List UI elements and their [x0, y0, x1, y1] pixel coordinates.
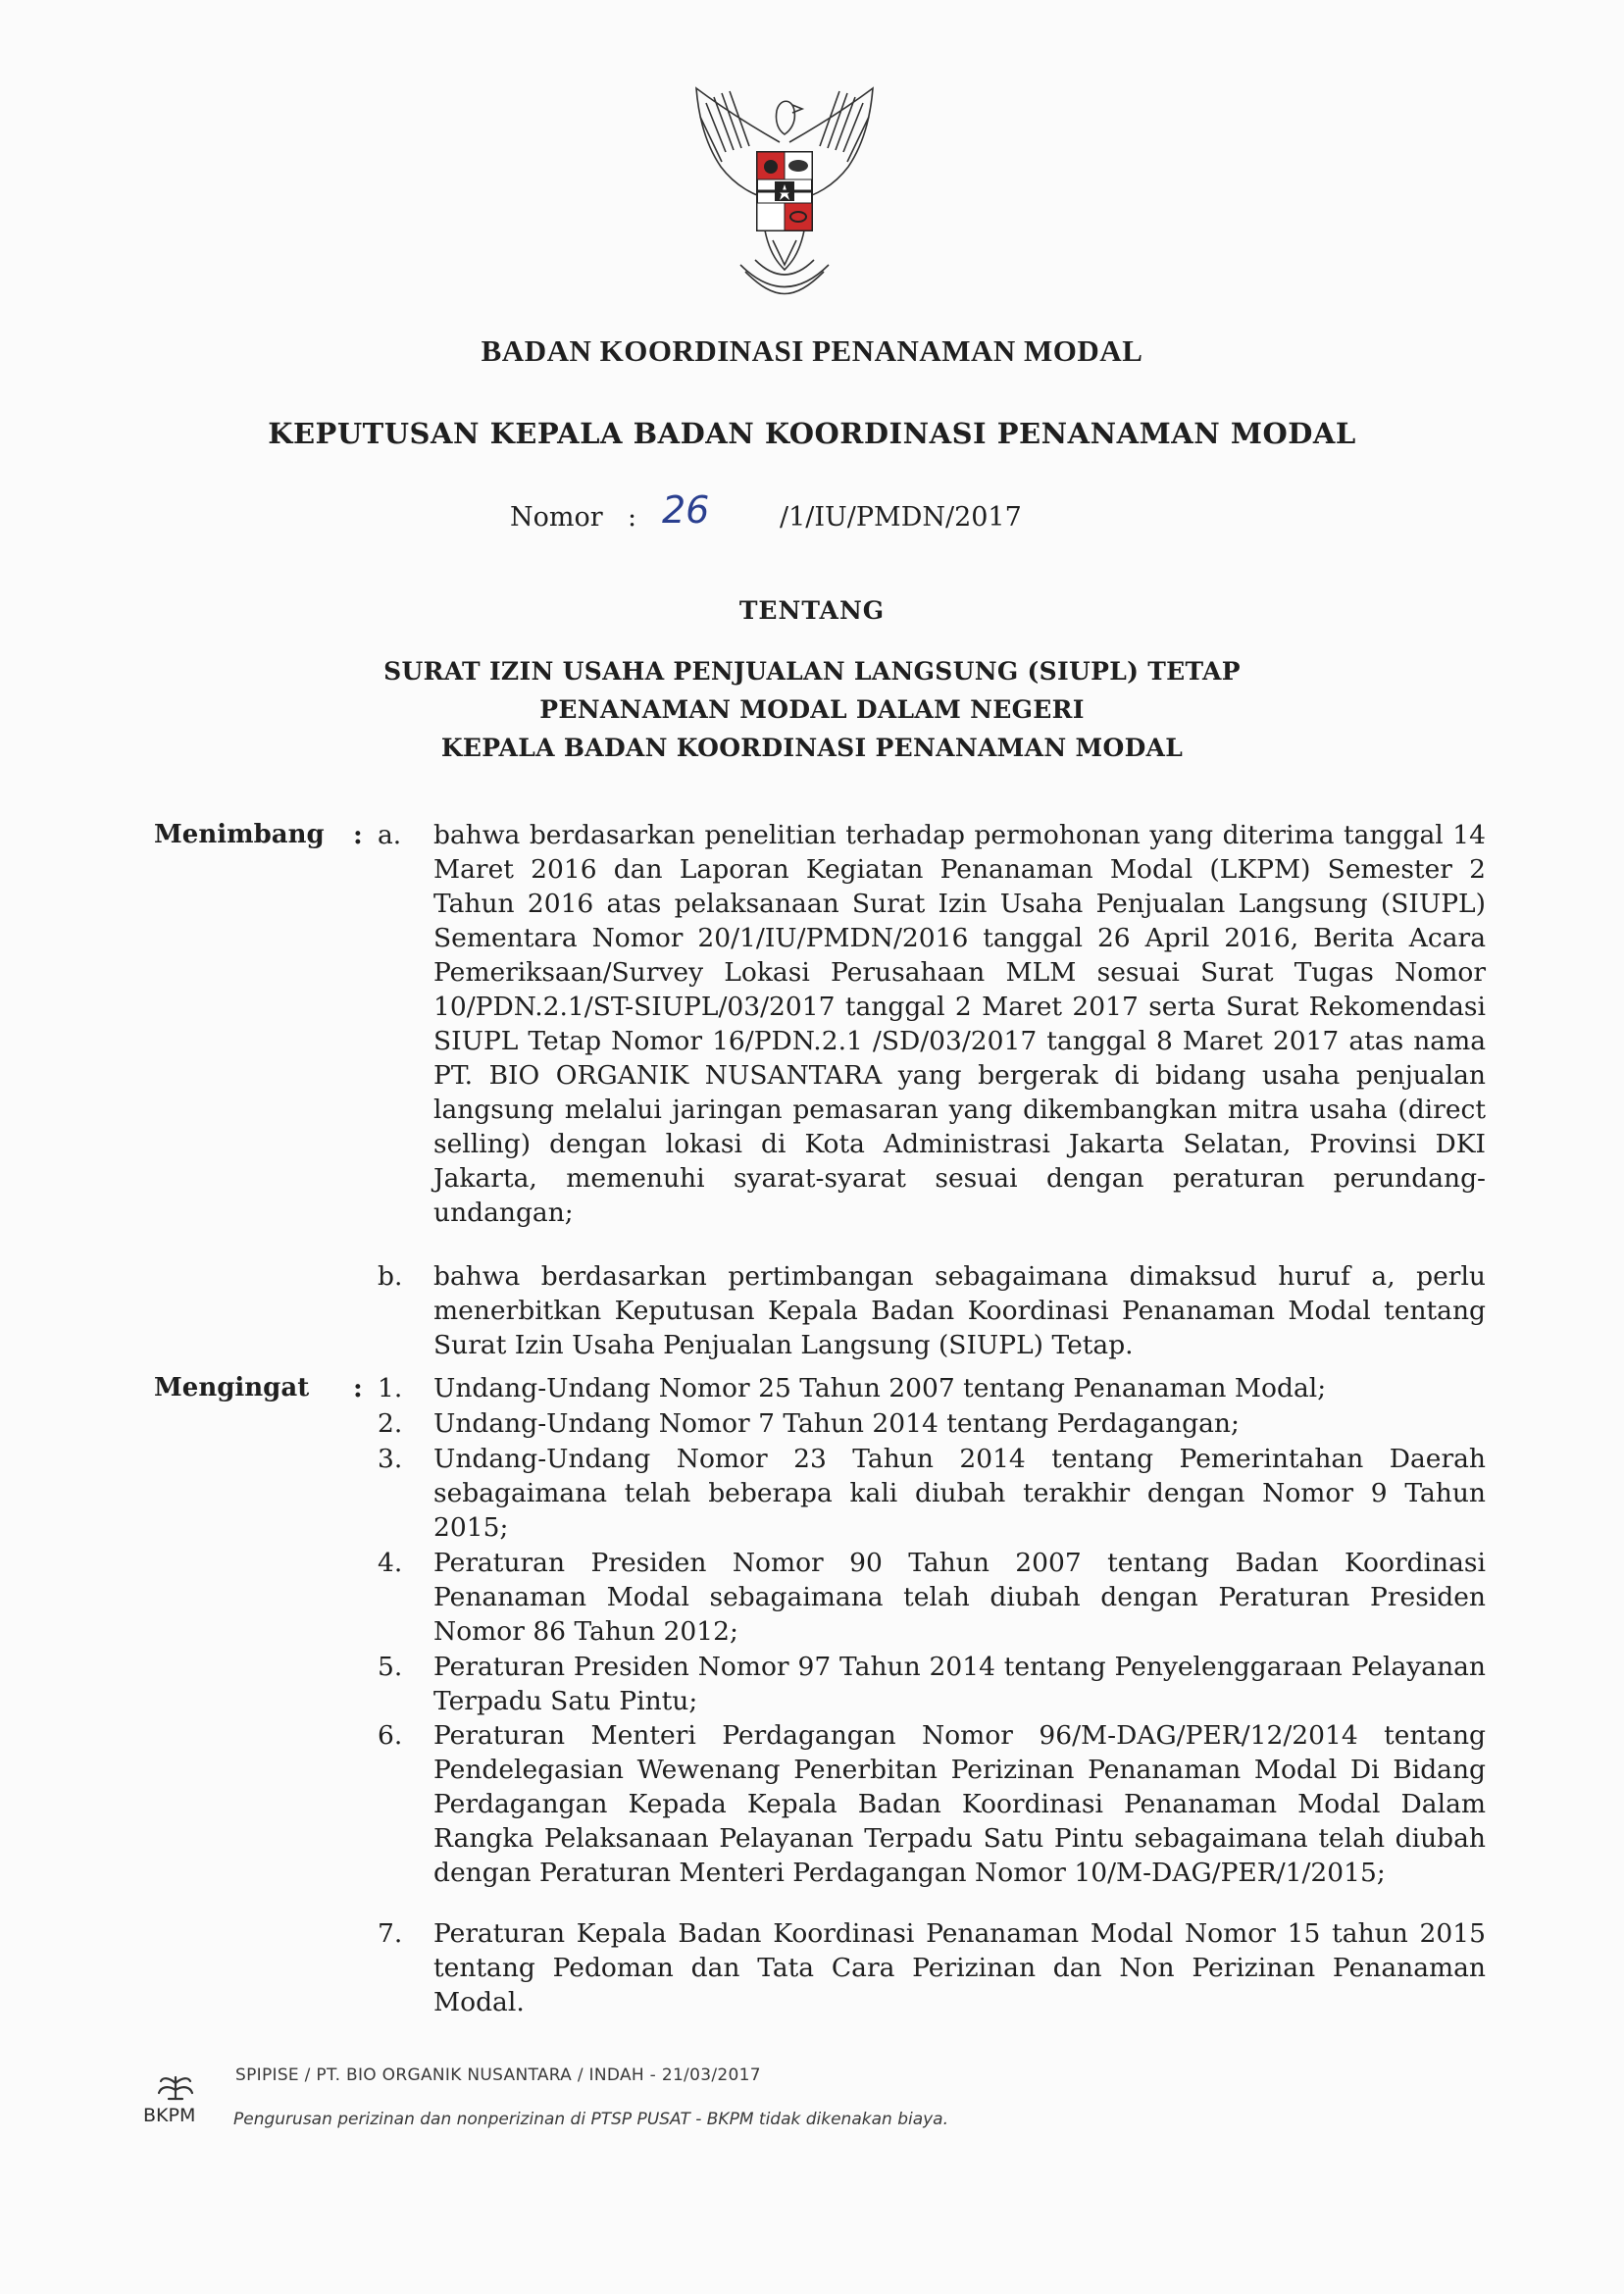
bkpm-logo-icon	[139, 2064, 228, 2142]
menimbang-colon: :	[353, 820, 363, 850]
nomor-suffix: /1/IU/PMDN/2017	[780, 502, 1022, 533]
item-marker: 3.	[378, 1444, 403, 1474]
item-marker: b.	[378, 1261, 403, 1292]
item-marker: 7.	[378, 1918, 403, 1949]
menimbang-label: Menimbang	[154, 820, 325, 849]
garuda-emblem	[686, 83, 883, 314]
agency-name: BADAN KOORDINASI PENANAMAN MODAL	[481, 333, 1143, 368]
footer-note: Pengurusan perizinan dan nonperizinan di PTSP PUSAT - BKPM tidak dikenakan biaya.	[233, 2110, 949, 2129]
item-text: bahwa berdasarkan penelitian terhadap permohonan yang diterima tanggal 14 Maret 2016 dan Laporan Kegiatan Penanaman Modal (LKPM) Semester 2 Tahun 2016 atas pelaksanaan Surat Izin Usaha Penjualan Langsung (SIUPL) Sementara Nomor 20/1/IU/PMDN/2016 tanggal 26 April 2016, Berita Acara Pemeriksaan/Survey Lokasi Perusahaan MLM sesuai Surat Tugas Nomor 10/PDN.2.1/ST-SIUPL/03/2017 tanggal 2 Maret 2017 serta Surat Rekomendasi SIUPL Tetap Nomor 16/PDN.2.1 /SD/03/2017 tanggal 8 Maret 2017 atas nama PT. BIO ORGANIK NUSANTARA yang bergerak di bidang usaha penjualan langsung melalui jaringan pemasaran yang dikembangkan mitra usaha (direct selling) dengan lokasi di Kota Administrasi Jakarta Selatan, Provinsi DKI Jakarta, memenuhi syarat-syarat sesuai dengan peraturan perundang-undangan;	[433, 820, 1486, 1228]
item-text: Undang-Undang Nomor 23 Tahun 2014 tentang Pemerintahan Daerah sebagaimana telah beberapa kali diubah terakhir dengan Nomor 9 Tahun 2015;	[433, 1444, 1486, 1543]
nomor-label: Nomor	[510, 502, 603, 533]
item-text: bahwa berdasarkan pertimbangan sebagaimana dimaksud huruf a, perlu menerbitkan Keputusan Kepala Badan Koordinasi Penanaman Modal tentang Surat Izin Usaha Penjualan Langsung (SIUPL) Tetap.	[433, 1261, 1486, 1360]
subject-line: PENANAMAN MODAL DALAM NEGERI	[539, 695, 1085, 724]
item-text: Peraturan Menteri Perdagangan Nomor 96/M-DAG/PER/12/2014 tentang Pendelegasian Wewenang Penerbitan Perizinan Penanaman Modal Di Bidang Perdagangan Kepada Kepala Badan Koordinasi Penanaman Modal Dalam Rangka Pelaksanaan Pelayanan Terpadu Satu Pintu sebagaimana telah diubah dengan Peraturan Menteri Perdagangan Nomor 10/M-DAG/PER/1/2015;	[433, 1720, 1486, 1888]
item-marker: 4.	[378, 1548, 403, 1578]
item-text: Undang-Undang Nomor 25 Tahun 2007 tentang Penanaman Modal;	[433, 1373, 1327, 1403]
item-marker: 1.	[378, 1373, 403, 1403]
item-marker: 2.	[378, 1408, 403, 1439]
subject-line: KEPALA BADAN KOORDINASI PENANAMAN MODAL	[440, 734, 1184, 762]
bkpm-logo-label: BKPM	[143, 2105, 196, 2126]
item-text: Undang-Undang Nomor 7 Tahun 2014 tentang Perdagangan;	[433, 1408, 1240, 1439]
item-text: Peraturan Presiden Nomor 97 Tahun 2014 tentang Penyelenggaraan Pelayanan Terpadu Satu Pintu;	[433, 1652, 1486, 1716]
handwritten-number: 26	[662, 488, 710, 532]
item-text: Peraturan Presiden Nomor 90 Tahun 2007 tentang Badan Koordinasi Penanaman Modal sebagaimana telah diubah dengan Peraturan Presiden Nomor 86 Tahun 2012;	[433, 1548, 1486, 1647]
item-marker: 6.	[378, 1720, 403, 1751]
decree-title: KEPUTUSAN KEPALA BADAN KOORDINASI PENANAMAN MODAL	[268, 417, 1356, 450]
footer-reference: SPIPISE / PT. BIO ORGANIK NUSANTARA / INDAH - 21/03/2017	[235, 2065, 761, 2085]
item-text: Peraturan Kepala Badan Koordinasi Penanaman Modal Nomor 15 tahun 2015 tentang Pedoman dan Tata Cara Perizinan dan Non Perizinan Penanaman Modal.	[433, 1918, 1486, 2017]
nomor-colon: :	[628, 502, 637, 533]
tentang-heading: TENTANG	[738, 596, 886, 625]
subject-line: SURAT IZIN USAHA PENJUALAN LANGSUNG (SIUPL) TETAP	[383, 657, 1241, 686]
item-marker: a.	[378, 820, 402, 850]
mengingat-label: Mengingat	[154, 1373, 310, 1402]
item-marker: 5.	[378, 1652, 403, 1682]
mengingat-colon: :	[353, 1373, 363, 1403]
